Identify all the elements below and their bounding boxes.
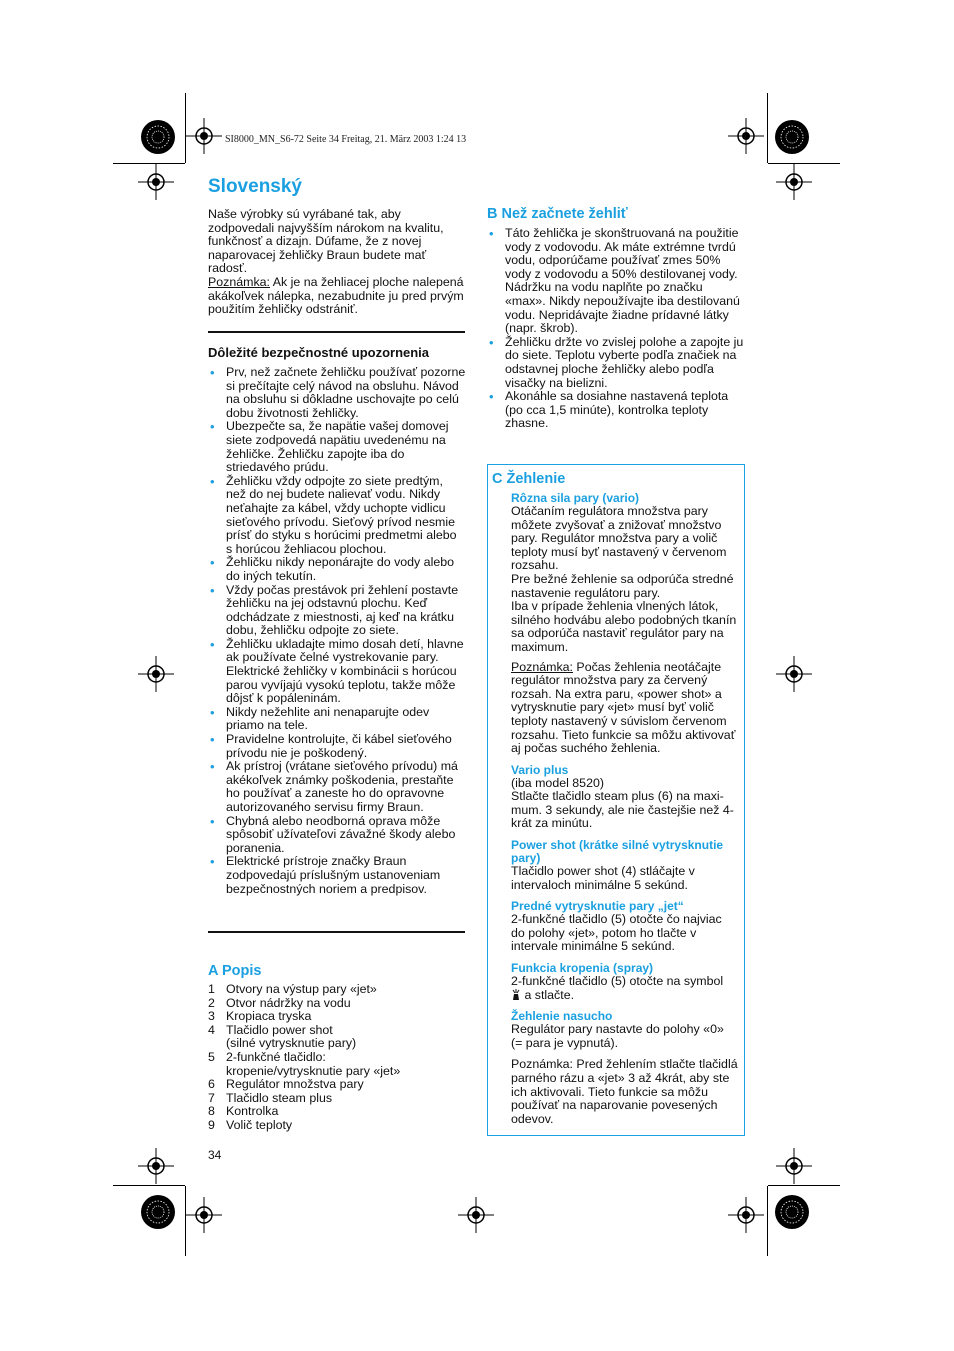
section-a xyxy=(208,963,466,1133)
part-number: 2 xyxy=(208,995,215,1010)
list-item: • Táto žehlička je skonštruovaná na použitie vody z vodovodu. Ak máte extrémne tvrdú vodu, odporúčame používať zmes 50% vody z vodovodu a 50% destilovanej vody. Nádržku na vodu naplňte po značku «max». Nikdy nepoužívajte iba destilovanú vodu. Nepridávajte žiadne prídavné látky (napr. škrob). xyxy=(487,227,745,336)
registration-mark-icon xyxy=(138,1148,174,1184)
vario-text: Iba v prípade žehlenia vlnených látok, silného hodvábu alebo podobných tkanín sa odporúča nastaviť regulátor pary na maximum. xyxy=(511,599,737,654)
part-item xyxy=(208,1024,466,1038)
section-b-heading: B Než začnete žehliť xyxy=(487,206,628,222)
section-b-list xyxy=(487,227,745,431)
parts-list xyxy=(208,983,466,1133)
star-target-icon xyxy=(774,119,810,155)
note-text: Ak je na žehliacej ploche nalepená akákoľvek nálepka, nezabudnite ju pred prvým použitím žehličky odstrániť. xyxy=(208,274,464,317)
note-label: Poznámka: xyxy=(511,659,573,674)
part-label: Regulátor množstva pary xyxy=(226,1077,364,1092)
page-title: Slovenský xyxy=(208,176,302,197)
vario-note xyxy=(511,661,738,756)
part-number: 5 xyxy=(208,1049,215,1064)
registration-mark-icon xyxy=(186,118,222,154)
safety-heading: Dôležité bezpečnostné upozornenia xyxy=(208,345,430,360)
intro-text: Naše výrobky sú vyrábané tak, aby zodpovedali najvyšším nárokom na kvalitu, funkčnosť a dizajn. Dúfame, že z novej naparovacej žehličky Braun budete mať radosť. xyxy=(208,207,444,276)
part-number: 7 xyxy=(208,1090,215,1105)
vario-plus-text: (iba model 8520) xyxy=(511,775,604,790)
crop-mark xyxy=(767,1186,768,1256)
star-target-icon xyxy=(140,119,176,155)
intro-note xyxy=(208,276,466,317)
safety-list xyxy=(208,366,466,896)
note-label: Poznámka: xyxy=(208,274,270,289)
crop-mark xyxy=(113,1185,185,1186)
registration-mark-icon xyxy=(728,118,764,154)
part-number: 1 xyxy=(208,982,215,996)
part-label: Kropiaca tryska xyxy=(226,1009,312,1024)
star-target-icon xyxy=(140,1194,176,1230)
section-c xyxy=(492,471,738,1126)
part-label: (silné vytrysknutie pary) xyxy=(226,1036,357,1051)
registration-mark-icon xyxy=(138,656,174,692)
part-label: Otvory na výstup pary «jet» xyxy=(226,982,377,996)
part-number: 3 xyxy=(208,1009,215,1024)
section-b xyxy=(487,206,745,431)
list-item: • Akonáhle sa dosiahne nastavená teplota (po cca 1,5 minúte), kontrolka teploty zhasne. xyxy=(487,390,745,431)
crop-mark xyxy=(767,93,768,163)
registration-mark-icon xyxy=(458,1197,494,1233)
vario-heading: Rôzna sila pary (vario) xyxy=(511,491,640,505)
list-item: • Žehličku ukladajte mimo dosah detí, hlavne ak používate čelné vystrekovanie pary. Elektrické žehličky v kombinácii s horúcou parou vyvíjajú vysokú teplotu, takže môže dôjsť k popáleninám. xyxy=(208,638,466,706)
registration-mark-icon xyxy=(776,1148,812,1184)
page-number: 34 xyxy=(208,1148,222,1162)
list-item: • Pravidelne kontrolujte, či kábel sieťového prívodu nie je poškodený. xyxy=(208,733,466,760)
list-item: • Žehličku vždy odpojte zo siete predtým, než do nej budete nalievať vodu. Nikdy neťahajte za kábel, vždy uchopte vidlicu sieťového prívodu. Sieťový prívod nesmie prísť do styku s horúcimi predmetmi alebo s horúcou žehliacou plochou. xyxy=(208,475,466,557)
part-label: Tlačidlo power shot xyxy=(226,1022,333,1037)
list-item: • Ak prístroj (vrátane sieťového prívodu) má akékoľvek známky poškodenia, prestaňte ho používať a zaneste ho do opravovne autorizovaného servisu firmy Braun. xyxy=(208,760,466,814)
jet-heading: Predné vytrysknutie pary „jet“ xyxy=(511,899,684,914)
dry-ironing-text: Regulátor pary nastavte do polohy «0» (= para je vypnutá). xyxy=(511,1022,724,1050)
vario-text: Pre bežné žehlenie sa odporúča stredné nastavenie regulátoru pary. xyxy=(511,571,734,600)
part-item xyxy=(208,1065,466,1079)
part-number xyxy=(208,1065,226,1079)
part-item xyxy=(208,997,466,1011)
spray-text-2 xyxy=(511,989,738,1003)
print-header: SI8000_MN_S6-72 Seite 34 Freitag, 21. März 2003 1:24 13 xyxy=(225,134,467,145)
part-label: Volič teploty xyxy=(226,1117,293,1132)
part-item xyxy=(208,1119,466,1133)
part-item xyxy=(208,1010,466,1024)
registration-mark-icon xyxy=(728,1197,764,1233)
note-text: Počas žehlenia neotáčajte regulátor množstva pary za červený rozsah. Na extra paru, «power shot» a vytrysknutie pary «jet» musí byť volič teploty nastavený v súvislom červenom rozsahu. Tieto funkcie sa môžu aktivovať aj počas suchého žehlenia. xyxy=(511,659,736,756)
list-item: • Vždy počas prestávok pri žehlení postavte žehličku na jej odstavnú plochu. Keď odchádzate z miestnosti, aj keď na krátku dobu, žehličku odpojte zo siete. xyxy=(208,584,466,638)
jet-text: 2-funkčné tlačidlo (5) otočte čo najviac do polohy «jet», potom ho tlačte v intervale minimálne 5 sekúnd. xyxy=(511,912,722,954)
list-item: • Ubezpečte sa, že napätie vašej domovej siete zodpovedá napätiu uvedenému na žehličke. Žehličku zapojte iba do striedavého prúdu. xyxy=(208,420,466,474)
part-label: Tlačidlo steam plus xyxy=(226,1090,333,1105)
part-number: 6 xyxy=(208,1077,215,1092)
power-shot-text: Tlačidlo power shot (4) stláčajte v intervaloch minimálne 5 sekúnd. xyxy=(511,864,695,892)
safety-section xyxy=(208,345,466,896)
part-label: Otvor nádržky na vodu xyxy=(226,995,351,1010)
divider xyxy=(208,931,465,933)
dry-ironing-heading: Žehlenie nasucho xyxy=(511,1009,613,1024)
part-number: 8 xyxy=(208,1104,215,1119)
part-label: kropenie/vytrysknutie pary «jet» xyxy=(226,1063,401,1078)
part-item xyxy=(208,1037,466,1051)
list-item: • Nikdy nežehlite ani nenaparujte odev priamo na tele. xyxy=(208,706,466,733)
part-item xyxy=(208,1051,466,1065)
star-target-icon xyxy=(774,1194,810,1230)
registration-mark-icon xyxy=(776,164,812,200)
part-item xyxy=(208,1078,466,1092)
part-number: 9 xyxy=(208,1117,215,1132)
list-item: • Prv, než začnete žehličku používať pozorne si prečítajte celý návod na obsluhu. Návod na obsluhu si dôkladne uschovajte po celú dobu životnosti žehličky. xyxy=(208,366,466,420)
part-number: 4 xyxy=(208,1022,215,1037)
divider xyxy=(208,331,465,333)
part-item xyxy=(208,983,466,997)
list-item: • Žehličku nikdy neponárajte do vody alebo do iných tekutín. xyxy=(208,556,466,583)
part-label: 2-funkčné tlačidlo: xyxy=(226,1049,326,1064)
final-note: Poznámka: Pred žehlením stlačte tlačidlá parného rázu a «jet» 3 až 4krát, aby ste ich aktivovali. Tieto funkcie sa môžu používať na naparovanie povesených odevov. xyxy=(511,1057,738,1126)
registration-mark-icon xyxy=(138,164,174,200)
part-number xyxy=(208,1037,226,1051)
list-item: • Chybná alebo neodborná oprava môže spôsobiť užívateľovi závažné škody alebo poranenia. xyxy=(208,815,466,856)
spray-symbol-icon xyxy=(511,989,521,1001)
list-item: • Žehličku držte vo zvislej polohe a zapojte ju do siete. Teplotu vyberte podľa značiek na odstavnej ploche žehličky alebo podľa visačky na bielizni. xyxy=(487,336,745,390)
list-item: • Elektrické prístroje značky Braun zodpovedajú príslušným ustanoveniam bezpečnostných noriem a predpisov. xyxy=(208,855,466,896)
vario-plus-heading: Vario plus xyxy=(511,762,569,777)
vario-plus-text: Stlačte tlačidlo steam plus (6) na maxi-mum. 3 sekundy, ale nie častejšie než 4-krát za minútu. xyxy=(511,789,734,831)
crop-mark xyxy=(768,1185,840,1186)
intro-block xyxy=(208,208,466,317)
registration-mark-icon xyxy=(186,1197,222,1233)
part-item xyxy=(208,1092,466,1106)
spray-text-end: a stlačte. xyxy=(521,987,575,1002)
power-shot-heading: Power shot (krátke silné vytrysknutie pary) xyxy=(511,838,724,866)
section-c-heading: C Žehlenie xyxy=(492,471,566,487)
section-a-heading: A Popis xyxy=(208,963,262,979)
part-label: Kontrolka xyxy=(226,1104,279,1119)
vario-text: Otáčaním regulátora množstva pary môžete zvyšovať a znižovať množstvo pary. Regulátor množstva pary a volič teploty musí byť nastavený v červenom rozsahu. xyxy=(511,504,727,573)
registration-mark-icon xyxy=(776,656,812,692)
spray-text: 2-funkčné tlačidlo (5) otočte na symbol xyxy=(511,974,724,989)
part-item xyxy=(208,1105,466,1119)
spray-heading: Funkcia kropenia (spray) xyxy=(511,961,654,976)
